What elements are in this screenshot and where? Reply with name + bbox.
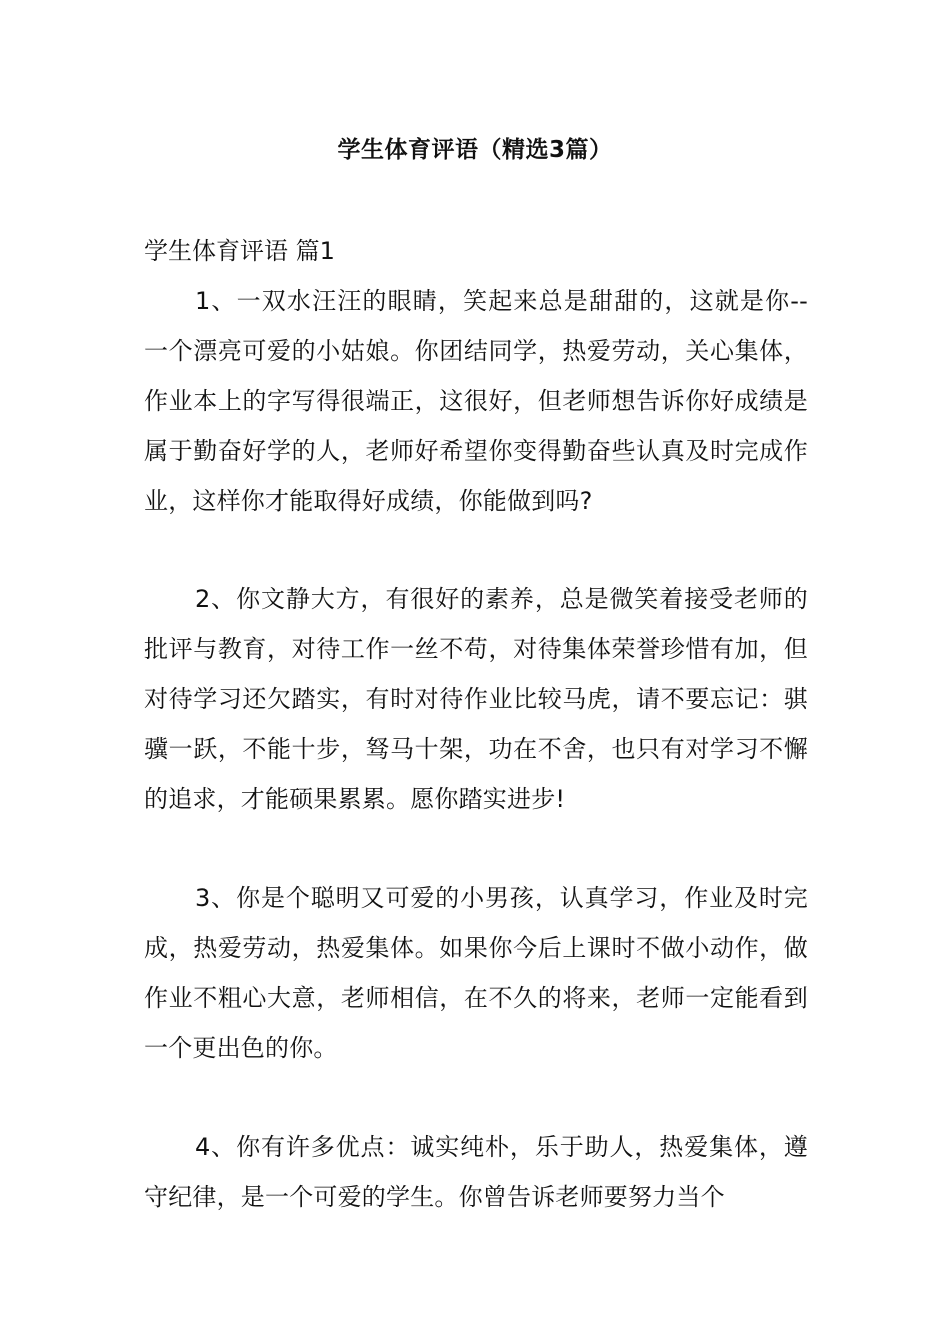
paragraph-4: 4、你有许多优点：诚实纯朴，乐于助人，热爱集体，遵守纪律，是一个可爱的学生。你曾告诉老师要努力当个 — [144, 1133, 808, 1211]
document-title: 学生体育评语（精选3篇） — [337, 137, 613, 163]
paragraph-3: 3、你是个聪明又可爱的小男孩，认真学习，作业及时完成，热爱劳动，热爱集体。如果你今后上课时不做小动作，做作业不粗心大意，老师相信，在不久的将来，老师一定能看到一个更出色的你。 — [144, 884, 808, 1062]
paragraph-2: 2、你文静大方，有很好的素养，总是微笑着接受老师的批评与教育，对待工作一丝不苟，对待集体荣誉珍惜有加，但对待学习还欠踏实，有时对待作业比较马虎，请不要忘记：骐骥一跃，不能十步，驽马十架，功在不舍，也只有对学习不懈的追求，才能硕果累累。愿你踏实进步! — [144, 585, 808, 813]
section-heading: 学生体育评语 篇1 — [144, 237, 335, 265]
paragraph-1: 1、一双水汪汪的眼睛，笑起来总是甜甜的，这就是你--一个漂亮可爱的小姑娘。你团结同学，热爱劳动，关心集体，作业本上的字写得很端正，这很好，但老师想告诉你好成绩是属于勤奋好学的人，老师好希望你变得勤奋些认真及时完成作业，这样你才能取得好成绩，你能做到吗? — [144, 287, 808, 515]
